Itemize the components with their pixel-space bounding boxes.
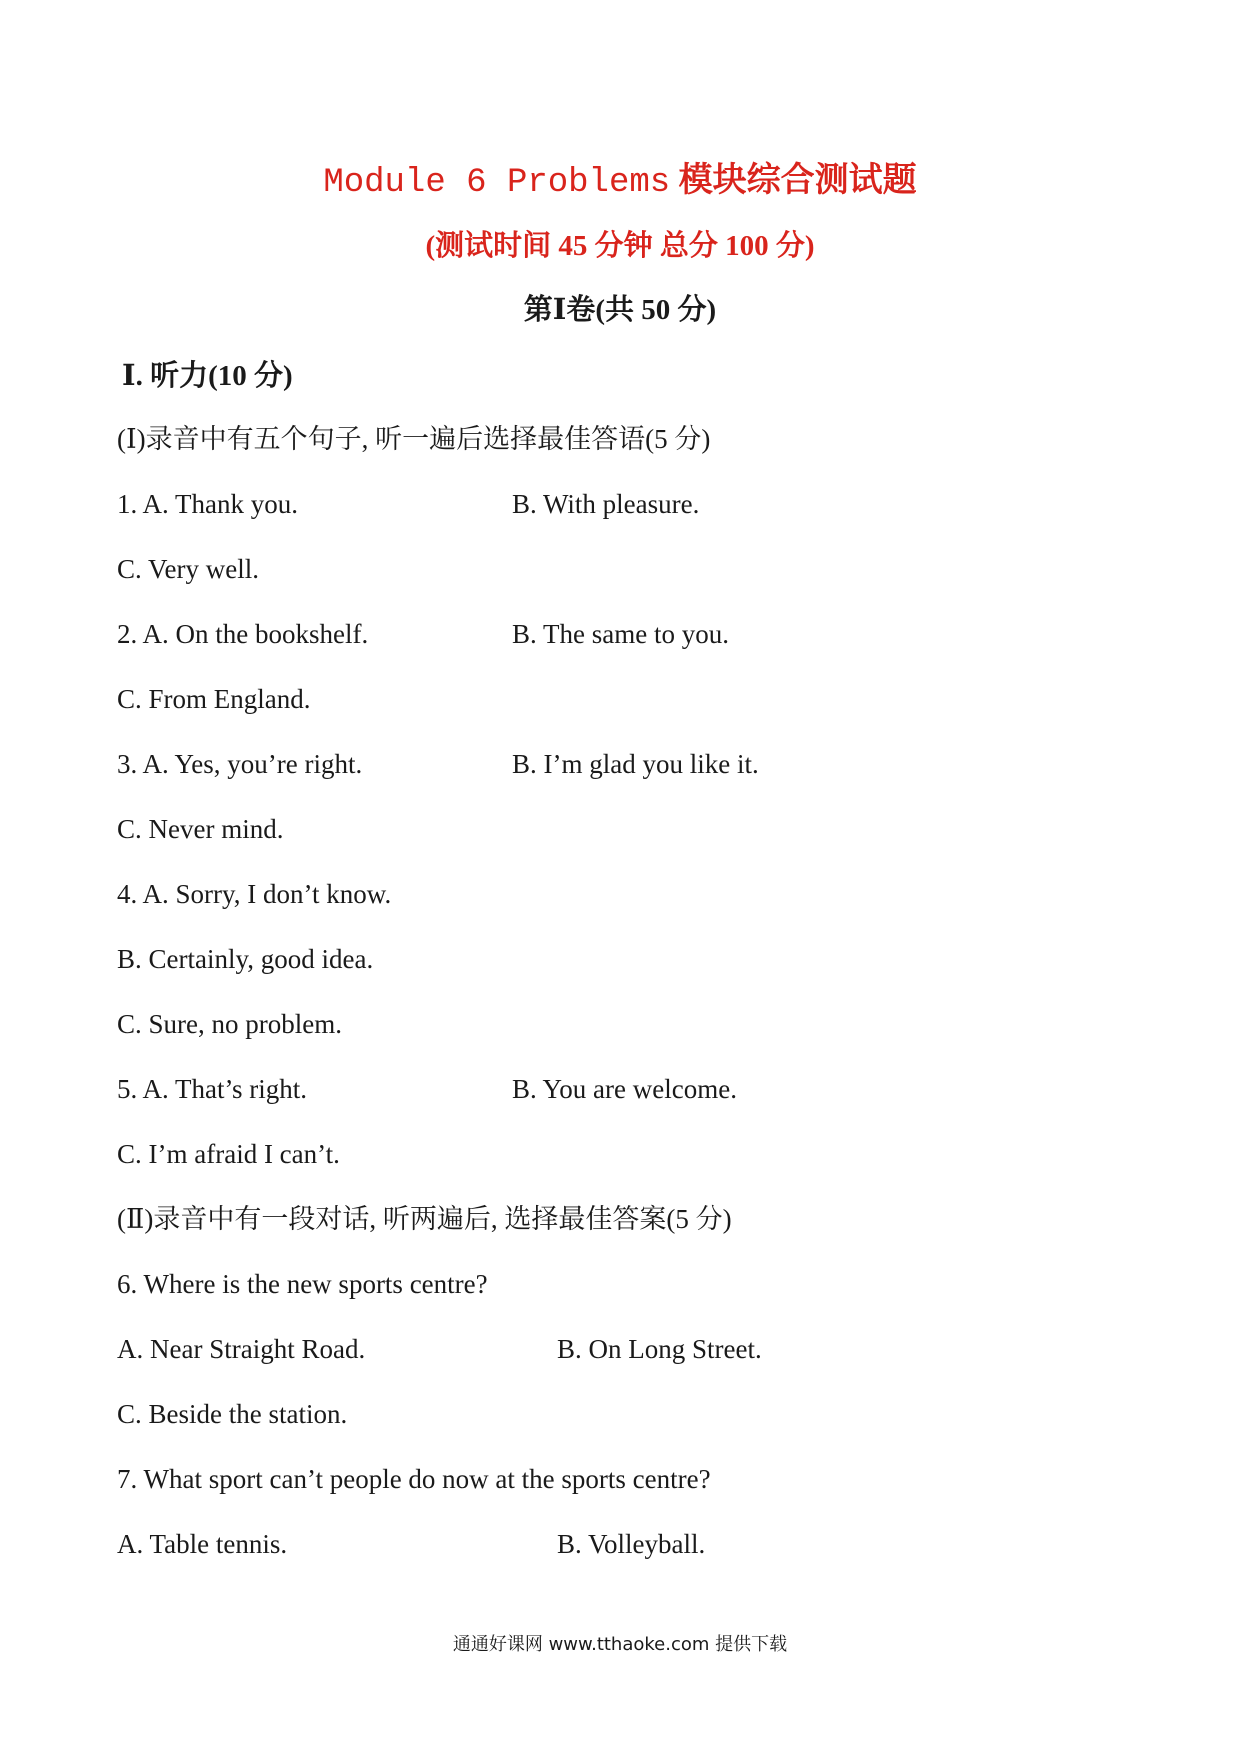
q1-option-b: B. With pleasure. bbox=[512, 489, 700, 519]
q5-option-b: B. You are welcome. bbox=[512, 1074, 737, 1104]
page-footer: 通通好课网 www.tthaoke.com 提供下载 bbox=[452, 1634, 788, 1655]
q6-option-b: B. On Long Street. bbox=[557, 1334, 762, 1364]
q1-option-a: 1. A. Thank you. bbox=[117, 489, 298, 519]
q5-option-c: C. I’m afraid I can’t. bbox=[117, 1139, 340, 1169]
q3-option-a: 3. A. Yes, you’re right. bbox=[117, 749, 363, 779]
q1-option-c: C. Very well. bbox=[117, 554, 259, 584]
q6-option-a: A. Near Straight Road. bbox=[117, 1334, 366, 1364]
q4-option-a: 4. A. Sorry, I don’t know. bbox=[117, 879, 392, 909]
section-heading-listening: Ⅰ. 听力(10 分) bbox=[122, 360, 293, 392]
q7-option-a: A. Table tennis. bbox=[117, 1529, 288, 1559]
q2-option-a: 2. A. On the bookshelf. bbox=[117, 619, 369, 649]
part-heading: 第Ⅰ卷(共 50 分) bbox=[523, 294, 717, 326]
q2-option-c: C. From England. bbox=[117, 684, 311, 714]
q7-stem: 7. What sport can’t people do now at the sports centre? bbox=[117, 1464, 711, 1494]
q5-option-a: 5. A. That’s right. bbox=[117, 1074, 308, 1104]
title-english: Module 6 Problems bbox=[323, 164, 671, 202]
page-title bbox=[0, 158, 1240, 205]
q6-stem: 6. Where is the new sports centre? bbox=[117, 1269, 488, 1299]
title-chinese: 模块综合测试题 bbox=[678, 160, 917, 200]
q4-option-b: B. Certainly, good idea. bbox=[117, 944, 374, 974]
sub-instruction-1: (Ⅰ)录音中有五个句子, 听一遍后选择最佳答语(5 分) bbox=[117, 424, 711, 454]
q3-option-c: C. Never mind. bbox=[117, 814, 284, 844]
q7-option-b: B. Volleyball. bbox=[557, 1529, 706, 1559]
q2-option-b: B. The same to you. bbox=[512, 619, 729, 649]
q4-option-c: C. Sure, no problem. bbox=[117, 1009, 342, 1039]
q3-option-b: B. I’m glad you like it. bbox=[512, 749, 759, 779]
sub-instruction-2: (Ⅱ)录音中有一段对话, 听两遍后, 选择最佳答案(5 分) bbox=[117, 1204, 732, 1234]
test-info: (测试时间 45 分钟 总分 100 分) bbox=[425, 230, 815, 262]
q6-option-c: C. Beside the station. bbox=[117, 1399, 348, 1429]
